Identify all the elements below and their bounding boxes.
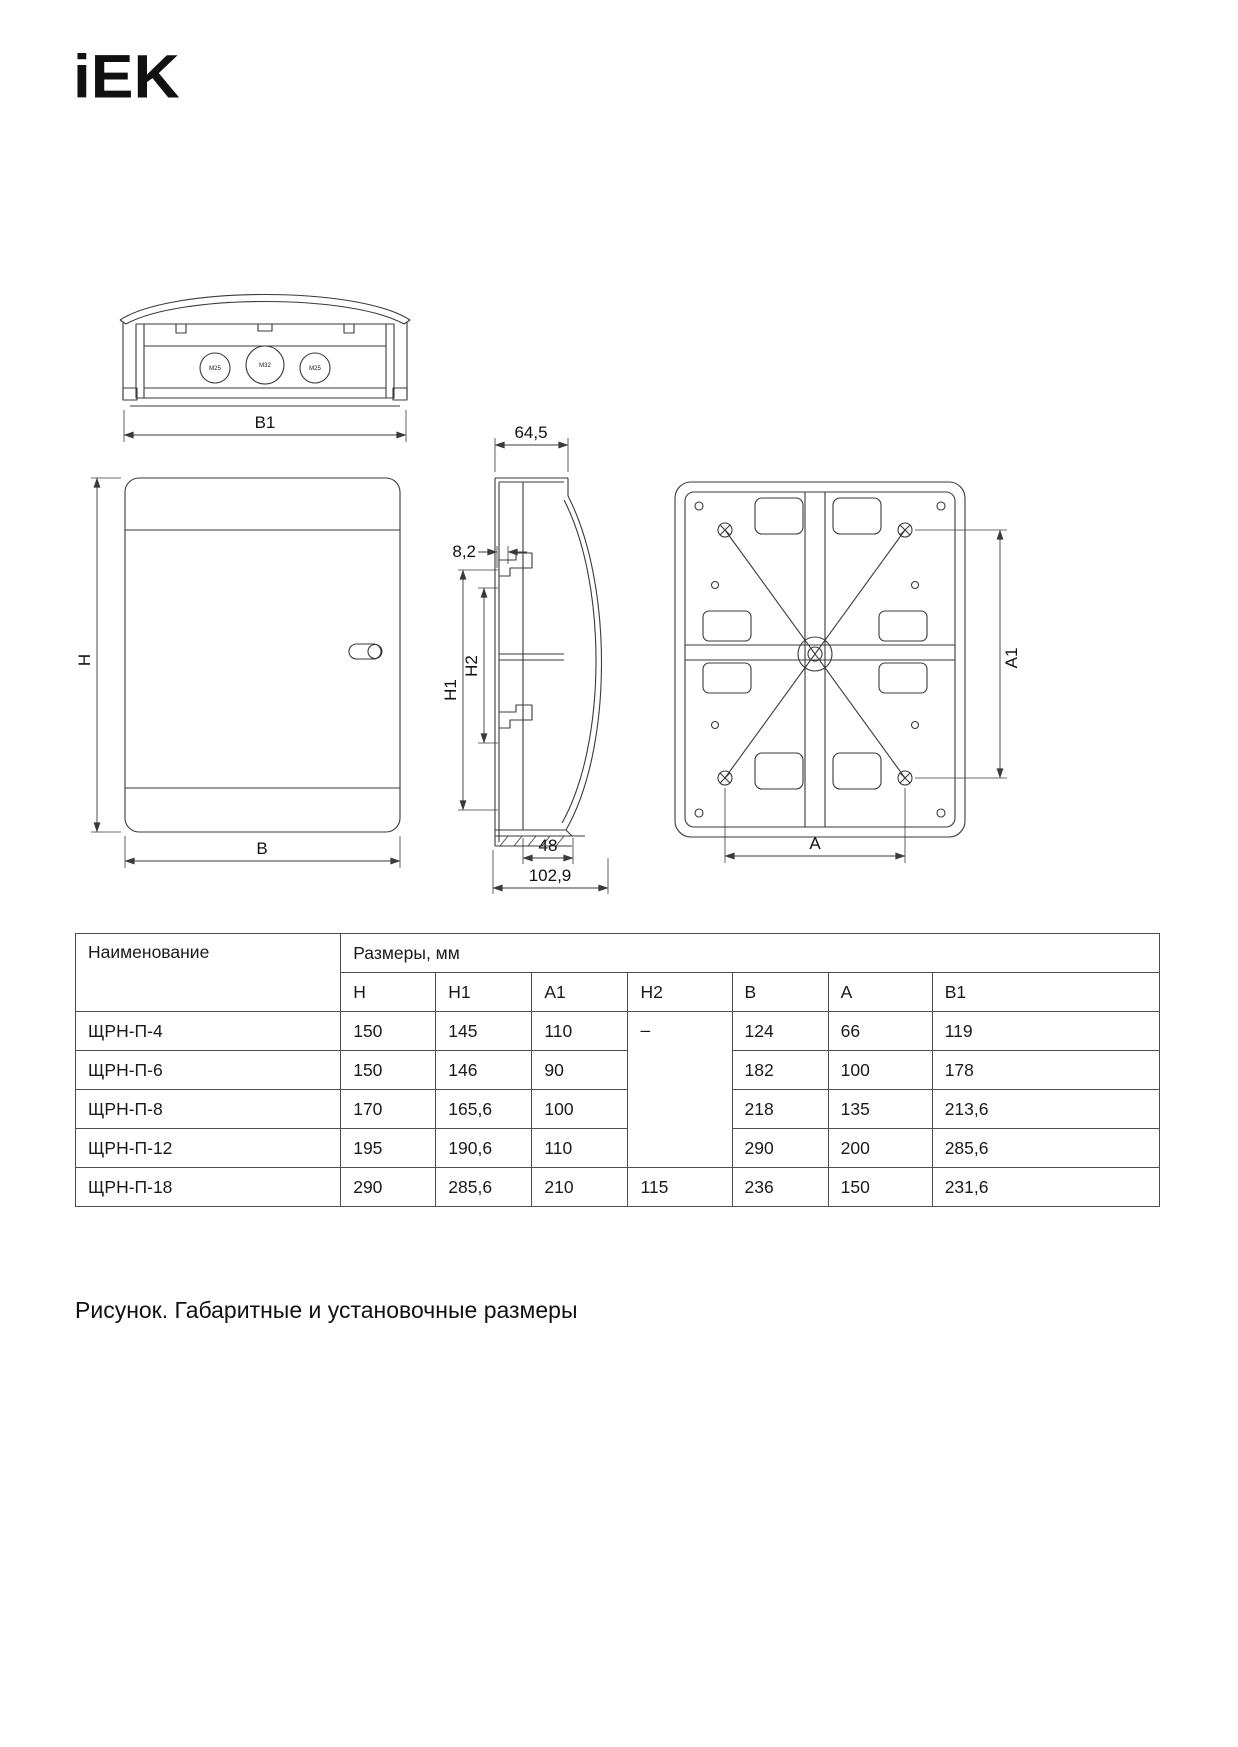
top-view-drawing — [110, 270, 420, 455]
cell-a: 66 — [828, 1012, 932, 1051]
cell-a1: 110 — [532, 1012, 628, 1051]
header-h2: H2 — [628, 973, 732, 1012]
cell-h2: 115 — [628, 1168, 732, 1207]
cell-b: 290 — [732, 1129, 828, 1168]
cell-h1: 285,6 — [436, 1168, 532, 1207]
cell-a1: 110 — [532, 1129, 628, 1168]
header-h1: H1 — [436, 973, 532, 1012]
cell-b1: 119 — [932, 1012, 1159, 1051]
cell-a: 135 — [828, 1090, 932, 1129]
figure-caption: Рисунок. Габаритные и установочные размеры — [75, 1297, 578, 1323]
enclosure-front-outline — [125, 478, 400, 832]
header-h: H — [341, 973, 436, 1012]
table-row — [76, 1090, 1160, 1129]
cell-name: ЩРН-П-12 — [76, 1129, 341, 1168]
cell-h1: 190,6 — [436, 1129, 532, 1168]
knockout — [879, 663, 927, 693]
dim-label-h1: H1 — [441, 679, 460, 701]
cell-h: 290 — [341, 1168, 436, 1207]
cell-h: 195 — [341, 1129, 436, 1168]
cell-a1: 100 — [532, 1090, 628, 1129]
dim-label-1029: 102,9 — [528, 866, 572, 885]
dim-label-h2: H2 — [462, 655, 481, 677]
cell-h: 150 — [341, 1051, 436, 1090]
body-outline — [136, 324, 394, 398]
knockout-label: M32 — [259, 363, 271, 369]
dim-label-b: B — [256, 839, 268, 858]
header-name: Наименование — [76, 934, 341, 1012]
dim-label-h: H — [75, 653, 94, 667]
header-a1: A1 — [532, 973, 628, 1012]
cell-b1: 285,6 — [932, 1129, 1159, 1168]
dim-label-82: 8,2 — [452, 542, 476, 561]
lid-outline — [120, 295, 410, 321]
table-row — [76, 1012, 1160, 1051]
knockout — [833, 498, 881, 534]
cell-b: 218 — [732, 1090, 828, 1129]
header-sizes: Размеры, мм — [341, 934, 1160, 973]
dim-label-a: A — [809, 834, 821, 853]
dim-label-645: 64,5 — [514, 423, 548, 442]
knockout — [755, 753, 803, 789]
cell-h1: 165,6 — [436, 1090, 532, 1129]
knockout — [703, 663, 751, 693]
cell-name: ЩРН-П-8 — [76, 1090, 341, 1129]
header-b1: B1 — [932, 973, 1159, 1012]
header-b: B — [732, 973, 828, 1012]
cell-h1: 146 — [436, 1051, 532, 1090]
iek-logo: iEK — [73, 42, 180, 111]
cell-a1: 210 — [532, 1168, 628, 1207]
knockout — [755, 498, 803, 534]
cell-b1: 178 — [932, 1051, 1159, 1090]
cell-name: ЩРН-П-18 — [76, 1168, 341, 1207]
cell-h: 170 — [341, 1090, 436, 1129]
cell-h1: 145 — [436, 1012, 532, 1051]
cell-name: ЩРН-П-6 — [76, 1051, 341, 1090]
cell-b1: 213,6 — [932, 1090, 1159, 1129]
header-a: A — [828, 973, 932, 1012]
table-header-row — [76, 934, 1160, 973]
knockout-label: M25 — [209, 366, 221, 372]
back-view-drawing — [655, 463, 1055, 893]
dim-label-48: 48 — [538, 836, 558, 855]
cell-b: 236 — [732, 1168, 828, 1207]
dimensions-table — [75, 933, 1160, 1207]
cell-h: 150 — [341, 1012, 436, 1051]
cell-name: ЩРН-П-4 — [76, 1012, 341, 1051]
knockout — [703, 611, 751, 641]
door-handle — [349, 644, 381, 659]
din-clip-top — [499, 553, 532, 576]
cell-b: 124 — [732, 1012, 828, 1051]
dim-label-b1: B1 — [254, 413, 276, 432]
din-clip-bottom — [499, 705, 532, 728]
cell-a: 200 — [828, 1129, 932, 1168]
table-row — [76, 1168, 1160, 1207]
side-view-drawing — [440, 418, 645, 913]
knockout — [833, 753, 881, 789]
cell-a: 100 — [828, 1051, 932, 1090]
cell-b1: 231,6 — [932, 1168, 1159, 1207]
dim-label-a1: A1 — [1002, 647, 1021, 669]
cell-a1: 90 — [532, 1051, 628, 1090]
cell-h2-merged: – — [628, 1012, 732, 1168]
table-row — [76, 1051, 1160, 1090]
table-row — [76, 1129, 1160, 1168]
knockout — [879, 611, 927, 641]
front-view-drawing — [75, 468, 415, 880]
cell-b: 182 — [732, 1051, 828, 1090]
cell-a: 150 — [828, 1168, 932, 1207]
knockout-label: M25 — [309, 366, 321, 372]
